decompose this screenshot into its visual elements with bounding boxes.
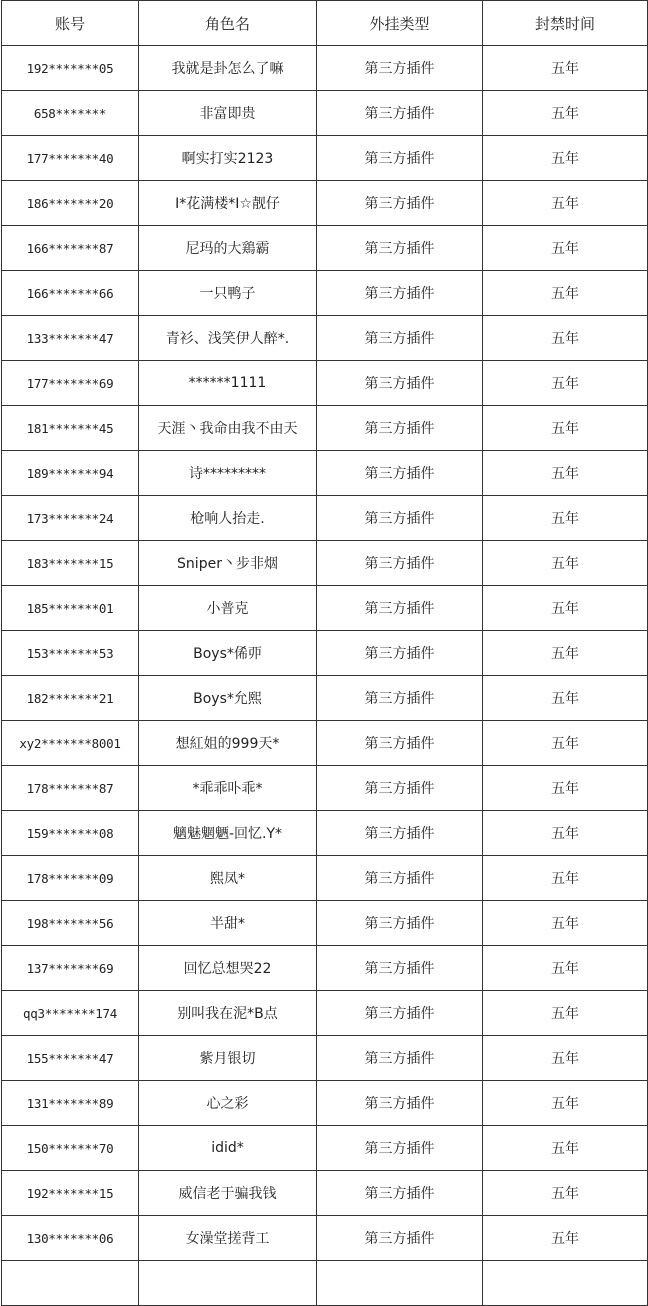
ban-duration-cell: 五年: [483, 586, 648, 631]
table-row: [2, 316, 648, 361]
account-cell: 198*******56: [2, 901, 139, 946]
account-cell: 183*******15: [2, 541, 139, 586]
table-row: [2, 271, 648, 316]
character-name-cell: 天涯丶我命由我不由天: [139, 406, 317, 451]
ban-duration-cell: 五年: [483, 226, 648, 271]
table-row: [2, 766, 648, 811]
ban-duration-cell: 五年: [483, 541, 648, 586]
header-row: [2, 1, 648, 46]
table-row: [2, 226, 648, 271]
cheat-type-cell: 第三方插件: [317, 1036, 483, 1081]
table-row: [2, 946, 648, 991]
character-name-cell: idid*: [139, 1126, 317, 1171]
character-name-cell: Boys*俙丣: [139, 631, 317, 676]
account-cell: 150*******70: [2, 1126, 139, 1171]
cheat-type-cell: 第三方插件: [317, 226, 483, 271]
character-name-cell: 诗*********: [139, 451, 317, 496]
cheat-type-cell: 第三方插件: [317, 1081, 483, 1126]
cheat-type-cell: 第三方插件: [317, 46, 483, 91]
cheat-type-cell: 第三方插件: [317, 631, 483, 676]
ban-duration-cell: 五年: [483, 1171, 648, 1216]
table-row: [2, 1216, 648, 1261]
table-row: [2, 991, 648, 1036]
header-character-name: 角色名: [139, 1, 317, 46]
ban-duration-cell: 五年: [483, 46, 648, 91]
cheat-type-cell: 第三方插件: [317, 721, 483, 766]
character-name-cell: 魑魅魍魉-回忆.Y*: [139, 811, 317, 856]
account-cell: 173*******24: [2, 496, 139, 541]
character-name-cell: 心之彩: [139, 1081, 317, 1126]
ban-duration-cell: 五年: [483, 361, 648, 406]
cheat-type-cell: 第三方插件: [317, 181, 483, 226]
table-row: [2, 91, 648, 136]
cheat-type-cell: 第三方插件: [317, 946, 483, 991]
cheat-type-cell: 第三方插件: [317, 901, 483, 946]
table-row: [2, 361, 648, 406]
table-row: [2, 1081, 648, 1126]
ban-duration-cell: 五年: [483, 946, 648, 991]
character-name-cell: *乖乖卟乖*: [139, 766, 317, 811]
cheat-type-cell: 第三方插件: [317, 991, 483, 1036]
cheat-type-cell: 第三方插件: [317, 811, 483, 856]
table-row: [2, 631, 648, 676]
table-row: [2, 1171, 648, 1216]
cheat-type-cell: 第三方插件: [317, 136, 483, 181]
character-name-cell: Sniper丶步非烟: [139, 541, 317, 586]
account-cell: 178*******87: [2, 766, 139, 811]
cheat-type-cell: 第三方插件: [317, 1216, 483, 1261]
character-name-cell: 尼玛的大鶏霸: [139, 226, 317, 271]
ban-duration-cell: 五年: [483, 451, 648, 496]
ban-duration-cell: 五年: [483, 1081, 648, 1126]
table-row: [2, 181, 648, 226]
cheat-type-cell: 第三方插件: [317, 541, 483, 586]
table-row: [2, 1261, 648, 1306]
character-name-cell: 青衫、浅笑伊人醉*.: [139, 316, 317, 361]
account-cell: 133*******47: [2, 316, 139, 361]
ban-list-table: [1, 0, 648, 1306]
cheat-type-cell: 第三方插件: [317, 406, 483, 451]
ban-duration-cell: 五年: [483, 721, 648, 766]
cheat-type-cell: 第三方插件: [317, 316, 483, 361]
ban-duration-cell: 五年: [483, 631, 648, 676]
ban-duration-cell: 五年: [483, 316, 648, 361]
table-row: [2, 541, 648, 586]
character-name-cell: 紫月银切: [139, 1036, 317, 1081]
ban-duration-cell: 五年: [483, 766, 648, 811]
table-row: [2, 676, 648, 721]
account-cell: 166*******66: [2, 271, 139, 316]
cheat-type-cell: 第三方插件: [317, 856, 483, 901]
cheat-type-cell: 第三方插件: [317, 361, 483, 406]
cheat-type-cell: 第三方插件: [317, 91, 483, 136]
ban-duration-cell: 五年: [483, 676, 648, 721]
table-row: [2, 136, 648, 181]
ban-duration-cell: 五年: [483, 991, 648, 1036]
account-cell: 130*******06: [2, 1216, 139, 1261]
ban-duration-cell: 五年: [483, 811, 648, 856]
character-name-cell: 非富即贵: [139, 91, 317, 136]
character-name-cell: 别叫我在泥*B点: [139, 991, 317, 1036]
account-cell: xy2*******8001: [2, 721, 139, 766]
ban-duration-cell: [483, 1261, 648, 1306]
character-name-cell: 一只鸭子: [139, 271, 317, 316]
cheat-type-cell: 第三方插件: [317, 271, 483, 316]
ban-duration-cell: 五年: [483, 496, 648, 541]
account-cell: 131*******89: [2, 1081, 139, 1126]
cheat-type-cell: 第三方插件: [317, 451, 483, 496]
table-row: [2, 586, 648, 631]
cheat-type-cell: 第三方插件: [317, 766, 483, 811]
table-row: [2, 451, 648, 496]
cheat-type-cell: 第三方插件: [317, 1171, 483, 1216]
cheat-type-cell: 第三方插件: [317, 496, 483, 541]
character-name-cell: [139, 1261, 317, 1306]
account-cell: 181*******45: [2, 406, 139, 451]
character-name-cell: 半甜*: [139, 901, 317, 946]
cheat-type-cell: 第三方插件: [317, 586, 483, 631]
ban-duration-cell: 五年: [483, 1216, 648, 1261]
table-row: [2, 721, 648, 766]
account-cell: 159*******08: [2, 811, 139, 856]
account-cell: 155*******47: [2, 1036, 139, 1081]
account-cell: 192*******05: [2, 46, 139, 91]
table-row: [2, 901, 648, 946]
account-cell: 182*******21: [2, 676, 139, 721]
character-name-cell: 威信老于骗我钱: [139, 1171, 317, 1216]
table-row: [2, 811, 648, 856]
account-cell: 178*******09: [2, 856, 139, 901]
character-name-cell: 啊实打实2123: [139, 136, 317, 181]
header-cheat-type: 外挂类型: [317, 1, 483, 46]
account-cell: 192*******15: [2, 1171, 139, 1216]
ban-duration-cell: 五年: [483, 181, 648, 226]
account-cell: 177*******69: [2, 361, 139, 406]
character-name-cell: 枪响人抬走.: [139, 496, 317, 541]
account-cell: 177*******40: [2, 136, 139, 181]
table-row: [2, 406, 648, 451]
table-row: [2, 856, 648, 901]
ban-duration-cell: 五年: [483, 856, 648, 901]
table-row: [2, 1036, 648, 1081]
ban-duration-cell: 五年: [483, 271, 648, 316]
character-name-cell: 熙凤*: [139, 856, 317, 901]
header-account: 账号: [2, 1, 139, 46]
character-name-cell: 回忆总想哭22: [139, 946, 317, 991]
account-cell: 137*******69: [2, 946, 139, 991]
character-name-cell: 小普克: [139, 586, 317, 631]
cheat-type-cell: 第三方插件: [317, 1126, 483, 1171]
header-ban-duration: 封禁时间: [483, 1, 648, 46]
character-name-cell: 想紅姐的999天*: [139, 721, 317, 766]
ban-duration-cell: 五年: [483, 1126, 648, 1171]
ban-duration-cell: 五年: [483, 1036, 648, 1081]
account-cell: qq3*******174: [2, 991, 139, 1036]
account-cell: 185*******01: [2, 586, 139, 631]
account-cell: 153*******53: [2, 631, 139, 676]
account-cell: 658*******: [2, 91, 139, 136]
ban-duration-cell: 五年: [483, 406, 648, 451]
account-cell: 166*******87: [2, 226, 139, 271]
table-row: [2, 496, 648, 541]
account-cell: 189*******94: [2, 451, 139, 496]
table-row: [2, 46, 648, 91]
character-name-cell: Boys*允熙: [139, 676, 317, 721]
character-name-cell: I*花满楼*I☆靓仔: [139, 181, 317, 226]
cheat-type-cell: 第三方插件: [317, 676, 483, 721]
character-name-cell: 我就是卦怎么了嘛: [139, 46, 317, 91]
ban-duration-cell: 五年: [483, 901, 648, 946]
ban-duration-cell: 五年: [483, 136, 648, 181]
table-row: [2, 1126, 648, 1171]
character-name-cell: ******1111: [139, 361, 317, 406]
ban-duration-cell: 五年: [483, 91, 648, 136]
cheat-type-cell: [317, 1261, 483, 1306]
character-name-cell: 女澡堂搓背工: [139, 1216, 317, 1261]
account-cell: 186*******20: [2, 181, 139, 226]
account-cell: [2, 1261, 139, 1306]
